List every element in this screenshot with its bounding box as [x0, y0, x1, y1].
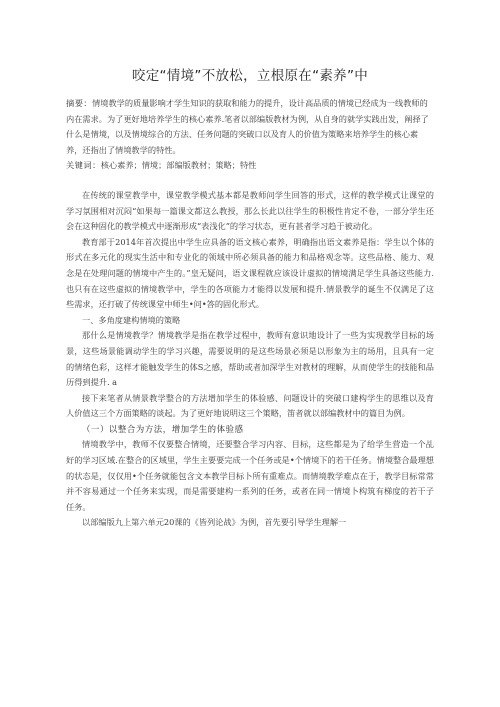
subsection-heading: （一）以整合为方法，增加学生的体验感: [82, 423, 244, 434]
paragraph: 接下来笔者从情景教学整合的方法增加学生的体验感、问题设计的突破口建构学生的思维以及育人价值这三个方面策略的谈起。为了更好地说明这三个策略，笛者就以部编教材中的篇目为例。: [66, 392, 434, 419]
abstract-text: 情境教学的质量影响才学生知识的获取和能力的提升，设计高品质的情境已经成为一线教师的内在需求。为了更好地培养学生的核心素养.笔者以部编版教材为例，从自身的就学实践出发，阐择了什么是情境，以及情境综合的方法、任务问题的突破口以及育人的价值为策略来培养学生的核心素养，还指出了情境教学的特性。: [66, 98, 429, 155]
paper-title: 咬定“情境”不放松，立根原在“素养”中: [131, 68, 369, 84]
paragraph: 在传统的课堂教学中，课堂教学模式基本都是教师问学生回答的形式，这样的教学模式让课堂的学习氛围相对沉闷“如果每一篇课文都这么教授，那么长此以往学生的积极性肯定不卷，一部分学生还会在这种固化的教学模式中逐渐形成“表浅化”的学习状态，更有甚者学习趋于被动化。: [66, 189, 434, 232]
paragraph: 情境教学中，教师不仅要整合情境，还要整合学习内容、目标，这些都是为了给学生营造一个乩好的学习区域.在整合的区域里，学生主要要完成一个任务或是•个情境下的若干任务。情境整合最理想的状态是，仅仅用•个任务就能包含文本教学目标卜所有重难点。而情境教学难点在于，教学目标常常并不容易通过一个任务来实现，而是需要建构一系列的任务，或者在同一情境卜构筑有梯度的若干子任务。: [66, 439, 434, 512]
abstract-label: 摘要：: [66, 98, 93, 108]
keywords-text: 核心素养；情境；部编版教材；策略；特性: [100, 160, 257, 171]
paragraph: 那什么是情境教学？情境教学是指在教学过程中，教师有意识地设计了一些为实现教学目标的场景，这些场景能调动学生的学习兴趣，需要说明的是这些场景必须是以形象为主的场用，且具有一定的情绪色彩，这样才能触发学生的体S之感，帮助或者加深学生对教材的理解，从而使学生的技能和品历得到提升. a: [66, 330, 434, 388]
paper-body: [66, 96, 434, 531]
paragraph: 教育部于2014年首次提出中学生应具备的语文核心素养，明确指出语文素养是指：学生以个体的形式在多元化的现实生活中和专业化的领域中所必须具备的能力和品格观念等。这些品格、能力、观念是在处理问题的情境中产生的。”皇无疑问，语文课程就应该设计虚拟的情境满足学生具备这些能力.也只有在这些虚拟的情境教学中，学生的各项能力才能得以发展和提升.情景教学的诞生不仅满足了这些需求，还打破了传统课堂中师生•问•答的固化形式。: [66, 236, 434, 310]
paragraph: 以部编版九上第六单元20课的《皆列论战》为例，首先要引导学生理解一: [82, 517, 347, 528]
section-heading: 一、多角度建构情境的策略: [82, 314, 181, 325]
abstract: [66, 96, 434, 158]
keywords-label: 关键词：: [66, 160, 101, 171]
keywords: [66, 158, 434, 174]
